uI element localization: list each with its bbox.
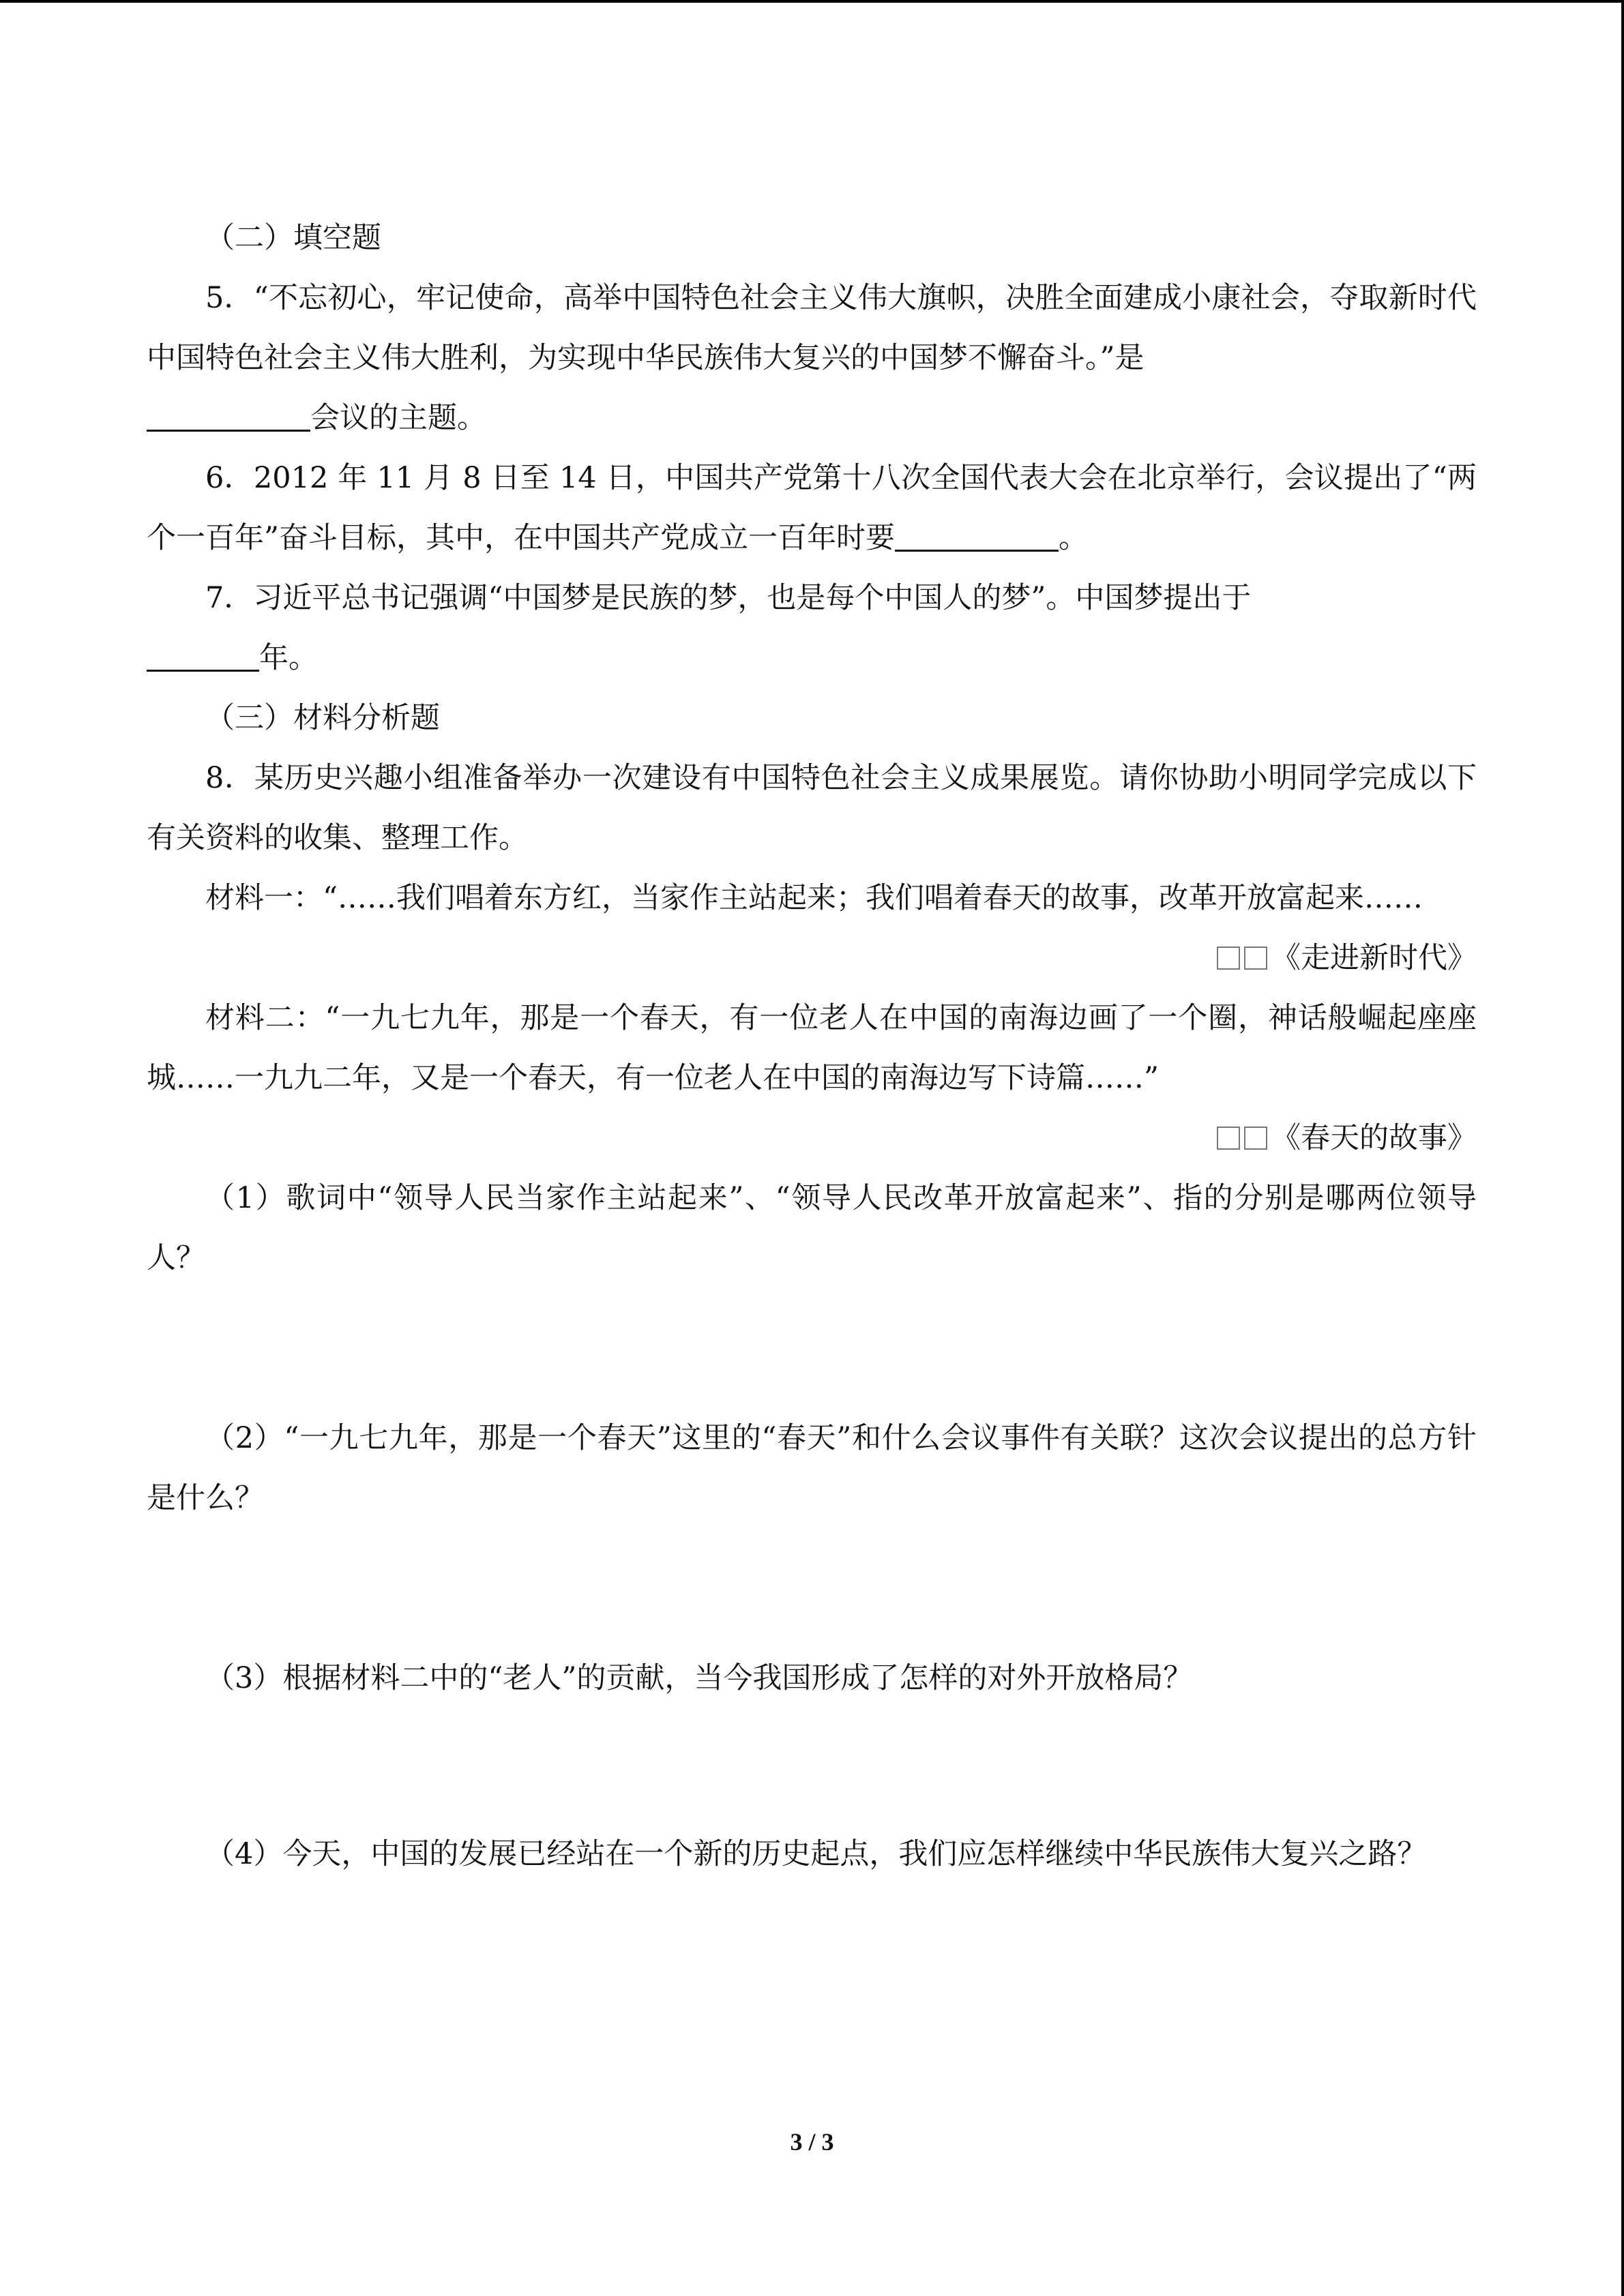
question-8-intro: 8．某历史兴趣小组准备举办一次建设有中国特色社会主义成果展览。请你协助小明同学完成以下有关资料的收集、整理工作。 — [147, 761, 1477, 855]
question-5 — [147, 268, 1477, 448]
sub-question-2: （2）“一九七九年，那是一个春天”这里的“春天”和什么会议事件有关联？这次会议提出的总方针是什么？ — [147, 1421, 1477, 1515]
placeholder-box-icon — [1217, 1127, 1240, 1150]
question-7-text: 7．习近平总书记强调“中国梦是民族的梦，也是每个中国人的梦”。中国梦提出于 — [205, 581, 1252, 615]
document-page — [147, 208, 1477, 1884]
question-5-text: 5．“不忘初心，牢记使命，高举中国特色社会主义伟大旗帜，决胜全面建成小康社会，夺取新时代中国特色社会主义伟大胜利，为实现中华民族伟大复兴的中国梦不懈奋斗。”是 — [147, 281, 1477, 375]
answer-space-3[interactable] — [147, 1708, 1477, 1824]
question-5-tail: 会议的主题。 — [310, 401, 486, 435]
page-right-border — [1621, 0, 1624, 2296]
page-top-border — [0, 0, 1624, 3]
material-1: 材料一：“……我们唱着东方红，当家作主站起来；我们唱着春天的故事，改革开放富起来…… — [205, 881, 1423, 915]
question-7 — [147, 568, 1477, 688]
material-2-source-title: 《春天的故事》 — [1271, 1121, 1477, 1155]
page-number: 3 / 3 — [790, 2128, 834, 2156]
placeholder-box-icon — [1244, 946, 1267, 970]
sub-question-1: （1）歌词中“领导人民当家作主站起来”、“领导人民改革开放富起来”、指的分别是哪两位领导人？ — [147, 1181, 1477, 1275]
section-heading-material-analysis: （三）材料分析题 — [205, 701, 440, 735]
question-6-answer-blank[interactable] — [895, 520, 1059, 552]
material-2-source — [147, 1108, 1477, 1168]
material-2: 材料二：“一九七九年，那是一个春天，有一位老人在中国的南海边画了一个圈，神话般崛起座座城……一九九二年，又是一个春天，有一位老人在中国的南海边写下诗篇……” — [147, 1001, 1477, 1095]
sub-question-4: （4）今天，中国的发展已经站在一个新的历史起点，我们应怎样继续中华民族伟大复兴之路？ — [205, 1837, 1427, 1871]
question-6 — [147, 448, 1477, 568]
question-6-text: 6．2012 年 11 月 8 日至 14 日，中国共产党第十八次全国代表大会在北京举行，会议提出了“两个一百年”奋斗目标，其中，在中国共产党成立一百年时要 — [147, 461, 1477, 555]
question-6-tail: 。 — [1058, 521, 1088, 555]
answer-space-2[interactable] — [147, 1528, 1477, 1648]
question-5-answer-blank[interactable] — [147, 400, 310, 432]
answer-space-1[interactable] — [147, 1288, 1477, 1408]
placeholder-box-icon — [1217, 946, 1240, 970]
sub-question-3: （3）根据材料二中的“老人”的贡献，当今我国形成了怎样的对外开放格局？ — [205, 1661, 1193, 1695]
question-7-tail: 年。 — [259, 641, 318, 675]
placeholder-box-icon — [1244, 1127, 1267, 1150]
material-1-source-title: 《走进新时代》 — [1271, 941, 1477, 975]
section-heading-fill-blank: （二）填空题 — [205, 221, 381, 255]
question-7-answer-blank[interactable] — [147, 640, 259, 672]
material-1-source — [147, 928, 1477, 988]
